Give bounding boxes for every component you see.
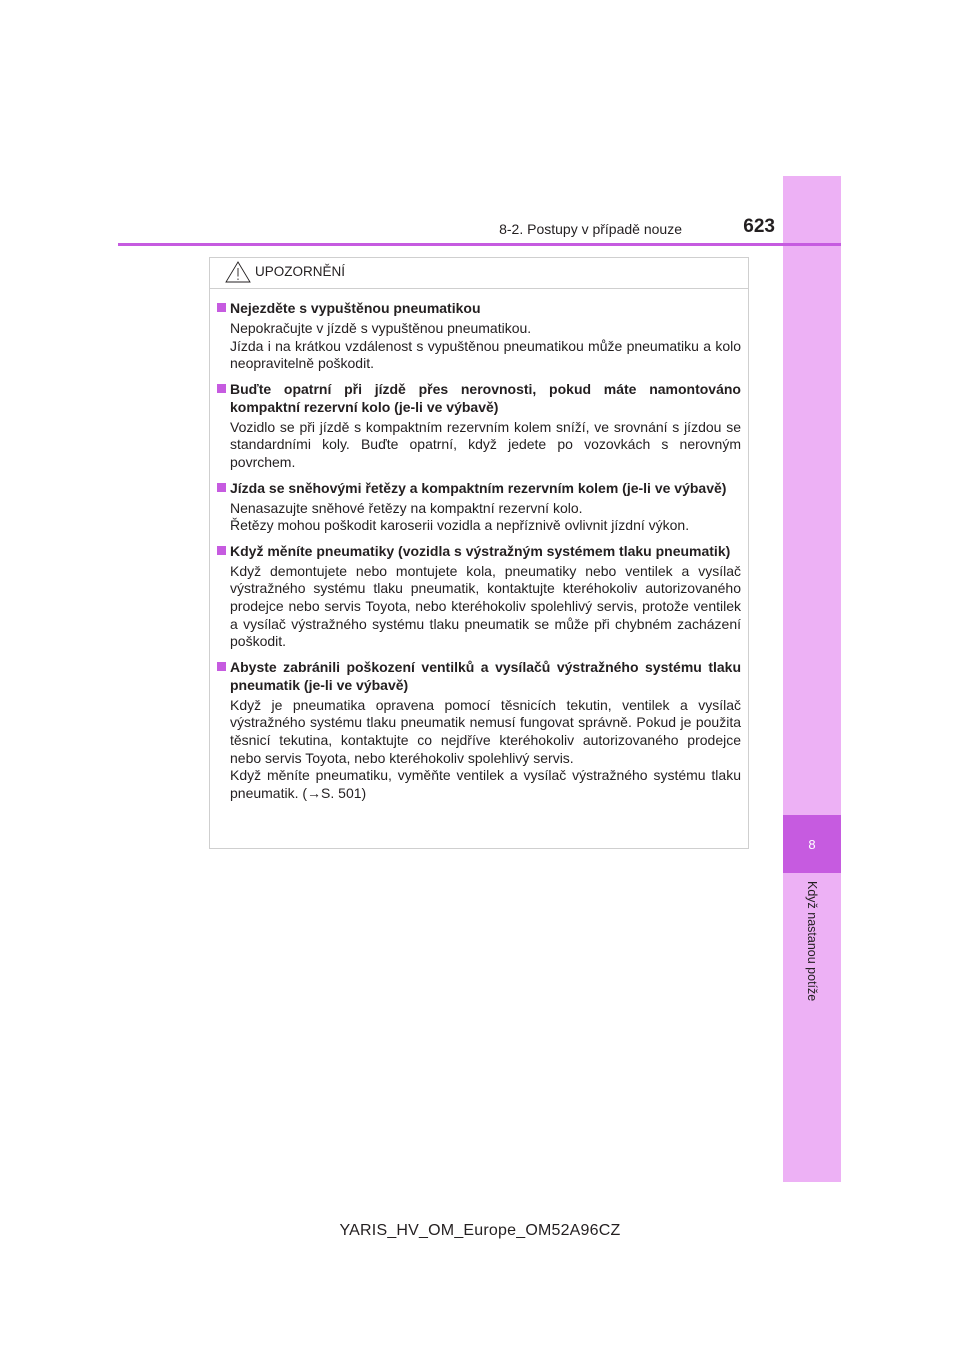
item-paragraph: Když demontujete nebo montujete kola, pneumatiky nebo ventilek a vysílač výstražného systému tlaku pneumatik, kontaktujte kteréhokoliv autorizovaného prodejce nebo servis Toyota, nebo kteréhokoliv spolehlivý servis, protože ventilek a vysílač výstražného systému tlaku pneumatik se může při chybném zacházení poškodit. bbox=[230, 562, 741, 650]
warning-body bbox=[210, 289, 748, 802]
page-number: 623 bbox=[743, 216, 775, 237]
item-heading: Jízda se sněhovými řetězy a kompaktním rezervním kolem (je-li ve výbavě) bbox=[230, 479, 727, 496]
square-bullet-icon bbox=[217, 483, 226, 492]
item-paragraph: Řetězy mohou poškodit karoserii vozidla a nepříznivě ovlivnit jízdní výkon. bbox=[230, 517, 690, 534]
warning-item bbox=[217, 542, 741, 651]
item-body bbox=[230, 697, 741, 803]
item-body bbox=[230, 500, 741, 535]
section-title: 8-2. Postupy v případě nouze bbox=[499, 221, 682, 237]
document-code: YARIS_HV_OM_Europe_OM52A96CZ bbox=[339, 1222, 621, 1239]
chapter-number: 8 bbox=[808, 836, 816, 852]
item-paragraph: Když měníte pneumatiku, vyměňte ventilek a vysílač výstražného systému tlaku pneumatik. (→S. 501) bbox=[230, 767, 741, 801]
item-heading: Nejezděte s vypuštěnou pneumatikou bbox=[230, 300, 481, 316]
square-bullet-icon bbox=[217, 384, 226, 393]
chapter-number-tab[interactable] bbox=[783, 815, 841, 873]
warning-triangle-icon bbox=[225, 261, 251, 283]
warning-item bbox=[217, 658, 741, 803]
item-heading: Buďte opatrní při jízdě přes nerovnosti, pokud máte namontováno kompaktní rezervní kolo (je-li ve výbavě) bbox=[230, 380, 741, 415]
square-bullet-icon bbox=[217, 662, 226, 671]
item-paragraph: Nenasazujte sněhové řetězy na kompaktní rezervní kolo. bbox=[230, 499, 583, 516]
chapter-title-tab bbox=[784, 881, 840, 1031]
item-paragraph: Když je pneumatika opravena pomocí těsnicích tekutin, ventilek a vysílač výstražného systému tlaku pneumatik nemusí fungovat správně. Pokud je použita těsnicí tekutina, kontaktujte co nejdříve kteréhokoliv autorizovaného prodejce nebo servis Toyota, nebo kteréhokoliv spolehlivý servis. bbox=[230, 696, 741, 766]
warning-item bbox=[217, 479, 741, 535]
warning-title: UPOZORNĚNÍ bbox=[255, 264, 346, 279]
item-body bbox=[230, 563, 741, 651]
item-heading: Když měníte pneumatiky (vozidla s výstražným systémem tlaku pneumatik) bbox=[230, 542, 731, 559]
item-paragraph: Vozidlo se při jízdě s kompaktním rezervním kolem sníží, ve srovnání s jízdou se standardními koly. Buďte opatrní, když jedete po vozovkách s nerovným povrchem. bbox=[230, 418, 741, 470]
item-body bbox=[230, 320, 741, 373]
warning-item bbox=[217, 380, 741, 472]
item-paragraph: Jízda i na krátkou vzdálenost s vypuštěnou pneumatikou může pneumatiku a kolo neopravitelně poškodit. bbox=[230, 337, 741, 372]
item-heading: Abyste zabránili poškození ventilků a vysílačů výstražného systému tlaku pneumatik (je-li ve výbavě) bbox=[230, 658, 741, 693]
item-paragraph: Nepokračujte v jízdě s vypuštěnou pneumatikou. bbox=[230, 320, 532, 336]
chapter-side-tab bbox=[783, 176, 841, 1182]
warning-item bbox=[217, 299, 741, 373]
header-rule bbox=[118, 243, 841, 246]
item-body bbox=[230, 419, 741, 472]
square-bullet-icon bbox=[217, 546, 226, 555]
chapter-title: Když nastanou potíže bbox=[805, 881, 819, 1002]
warning-box bbox=[209, 257, 749, 849]
warning-header bbox=[210, 258, 748, 289]
square-bullet-icon bbox=[217, 303, 226, 312]
